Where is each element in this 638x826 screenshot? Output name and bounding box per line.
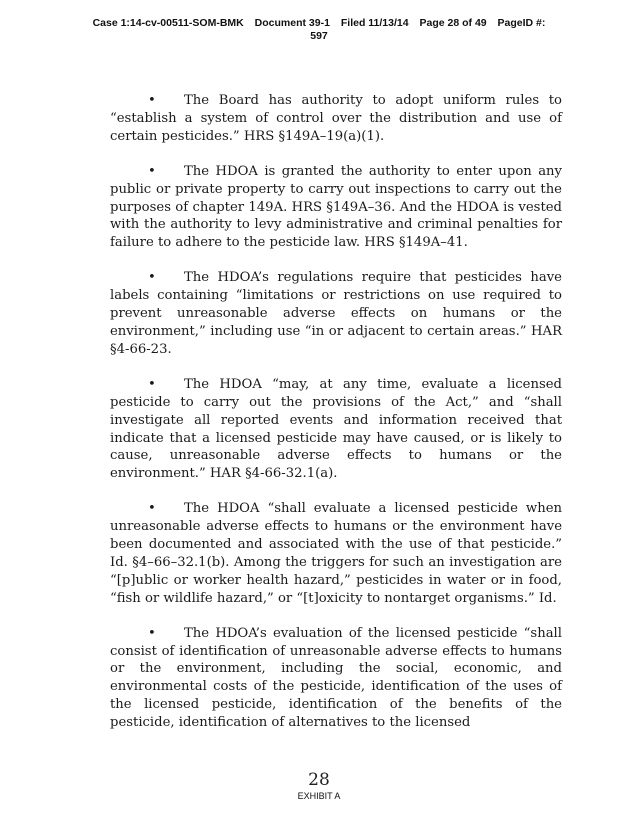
paragraph-text: The HDOA’s evaluation of the licensed pesticide “shall consist of identification of unreasonable adverse effects to humans or the environment, including the social, economic, and environmental costs of the pesticide, identification of the uses of the licensed pesticide, identification of the benefits of the pesticide, identification of alternatives to the licensed (110, 625, 562, 731)
paragraph-text: The Board has authority to adopt uniform rules to “establish a system of control over the distribution and use of certain pesticides.” HRS §149A–19(a)(1). (110, 93, 562, 144)
bullet-icon: • (148, 501, 156, 517)
page-id-label: PageID #: (497, 17, 546, 29)
bullet-icon: • (148, 93, 156, 108)
case-number: Case 1:14-cv-00511-SOM-BMK (92, 17, 244, 29)
bullet-paragraph (110, 376, 562, 483)
page-of: Page 28 of 49 (419, 17, 487, 29)
bullet-paragraph (110, 92, 562, 146)
page-id-number: 597 (310, 30, 328, 42)
document-number: Document 39-1 (254, 17, 330, 29)
paragraph-text: The HDOA is granted the authority to enter upon any public or private property to carry out inspections to carry out the purposes of chapter 149A. HRS §149A–36. And the HDOA is vested with the authority to levy administrative and criminal penalties for failure to adhere to the pesticide law. HRS §149A–41. (110, 163, 562, 251)
bullet-icon: • (148, 625, 156, 641)
paragraph-text: The HDOA “shall evaluate a licensed pesticide when unreasonable adverse effects to humans or the environment have been documented and associated with the use of that pesticide.” Id. §4–66–32.1(b). Among the triggers for such an investigation are “[p]ublic or worker health hazard,” pesticides in water or in food, “fish or wildlife hazard,” or “[t]oxicity to nontarget organisms.” Id. (110, 501, 562, 606)
filed-date: Filed 11/13/14 (340, 17, 409, 29)
bullet-icon: • (148, 270, 156, 286)
bullet-paragraph (110, 269, 562, 359)
bullet-icon: • (148, 163, 156, 179)
bullet-icon: • (148, 376, 156, 392)
bullet-paragraph (110, 625, 562, 732)
page-number: 28 (308, 770, 330, 790)
document-body (110, 92, 562, 749)
bullet-paragraph (110, 500, 562, 607)
paragraph-text: The HDOA’s regulations require that pesticides have labels containing “limitations or restrictions on use required to prevent unreasonable adverse effects on humans or the environment,” including use “in or adjacent to certain areas.” HAR §4-66-23. (110, 270, 562, 357)
exhibit-label: EXHIBIT A (297, 791, 341, 801)
paragraph-text: The HDOA “may, at any time, evaluate a licensed pesticide to carry out the provisions of the Act,” and “shall investigate all reported events and information received that indicate that a licensed pesticide may have caused, or is likely to cause, unreasonable adverse effects to humans or the environment.” HAR §4-66-32.1(a). (110, 376, 562, 482)
bullet-paragraph (110, 163, 562, 253)
case-header (0, 17, 638, 43)
